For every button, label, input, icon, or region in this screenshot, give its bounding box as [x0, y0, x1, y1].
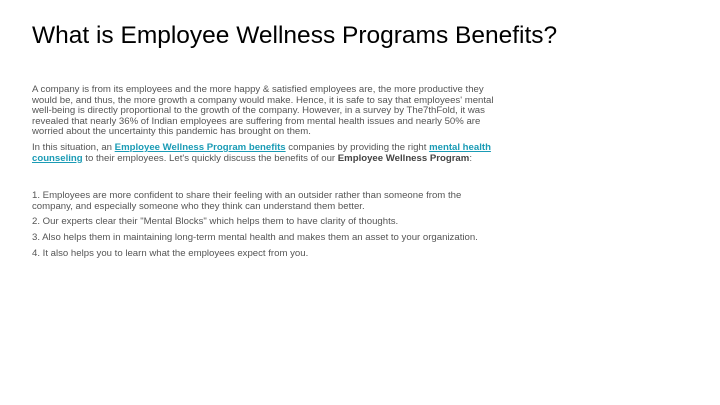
spacer [32, 170, 504, 191]
program-paragraph-text-2: companies by providing the right [285, 141, 430, 153]
benefit-item-3: 3. Also helps them in maintaining long-term mental health and makes them an asset to your organization. [32, 231, 478, 243]
mental-health-counseling-link[interactable]: mental health counseling [32, 141, 491, 164]
benefit-item-1: 1. Employees are more confident to share their feeling with an outsider rather than someone from the company, and especially someone who they think can understand them better. [32, 190, 462, 212]
intro-paragraph: A company is from its employees and the more happy & satisfied employees are, the more productive they would be, and thus, the more growth a company would make. Hence, it is safe to say that employees' mental well-being is directly proportional to the growth of the company. However, in a survey by The7thFold, it was revealed that nearly 36% of Indian employees are suffering from mental health issues and nearly 50% are worried about the uncertainty this pandemic has brought on them. [32, 84, 494, 138]
employee-wellness-program-link[interactable]: Employee Wellness Program benefits [114, 141, 286, 153]
program-paragraph [32, 143, 504, 164]
program-paragraph-text-4: : [469, 152, 472, 164]
program-paragraph-text-1: In this situation, an [32, 141, 115, 153]
benefit-item-2: 2. Our experts clear their "Mental Blocks" which helps them to have clarity of thoughts. [32, 216, 399, 228]
slide-body [32, 85, 504, 264]
program-name-bold: Employee Wellness Program [337, 152, 470, 164]
benefit-item-4: 4. It also helps you to learn what the employees expect from you. [32, 247, 309, 259]
page-title: What is Employee Wellness Programs Benefits? [32, 22, 558, 49]
program-paragraph-text-3: to their employees. Let's quickly discuss the benefits of our [82, 152, 338, 164]
